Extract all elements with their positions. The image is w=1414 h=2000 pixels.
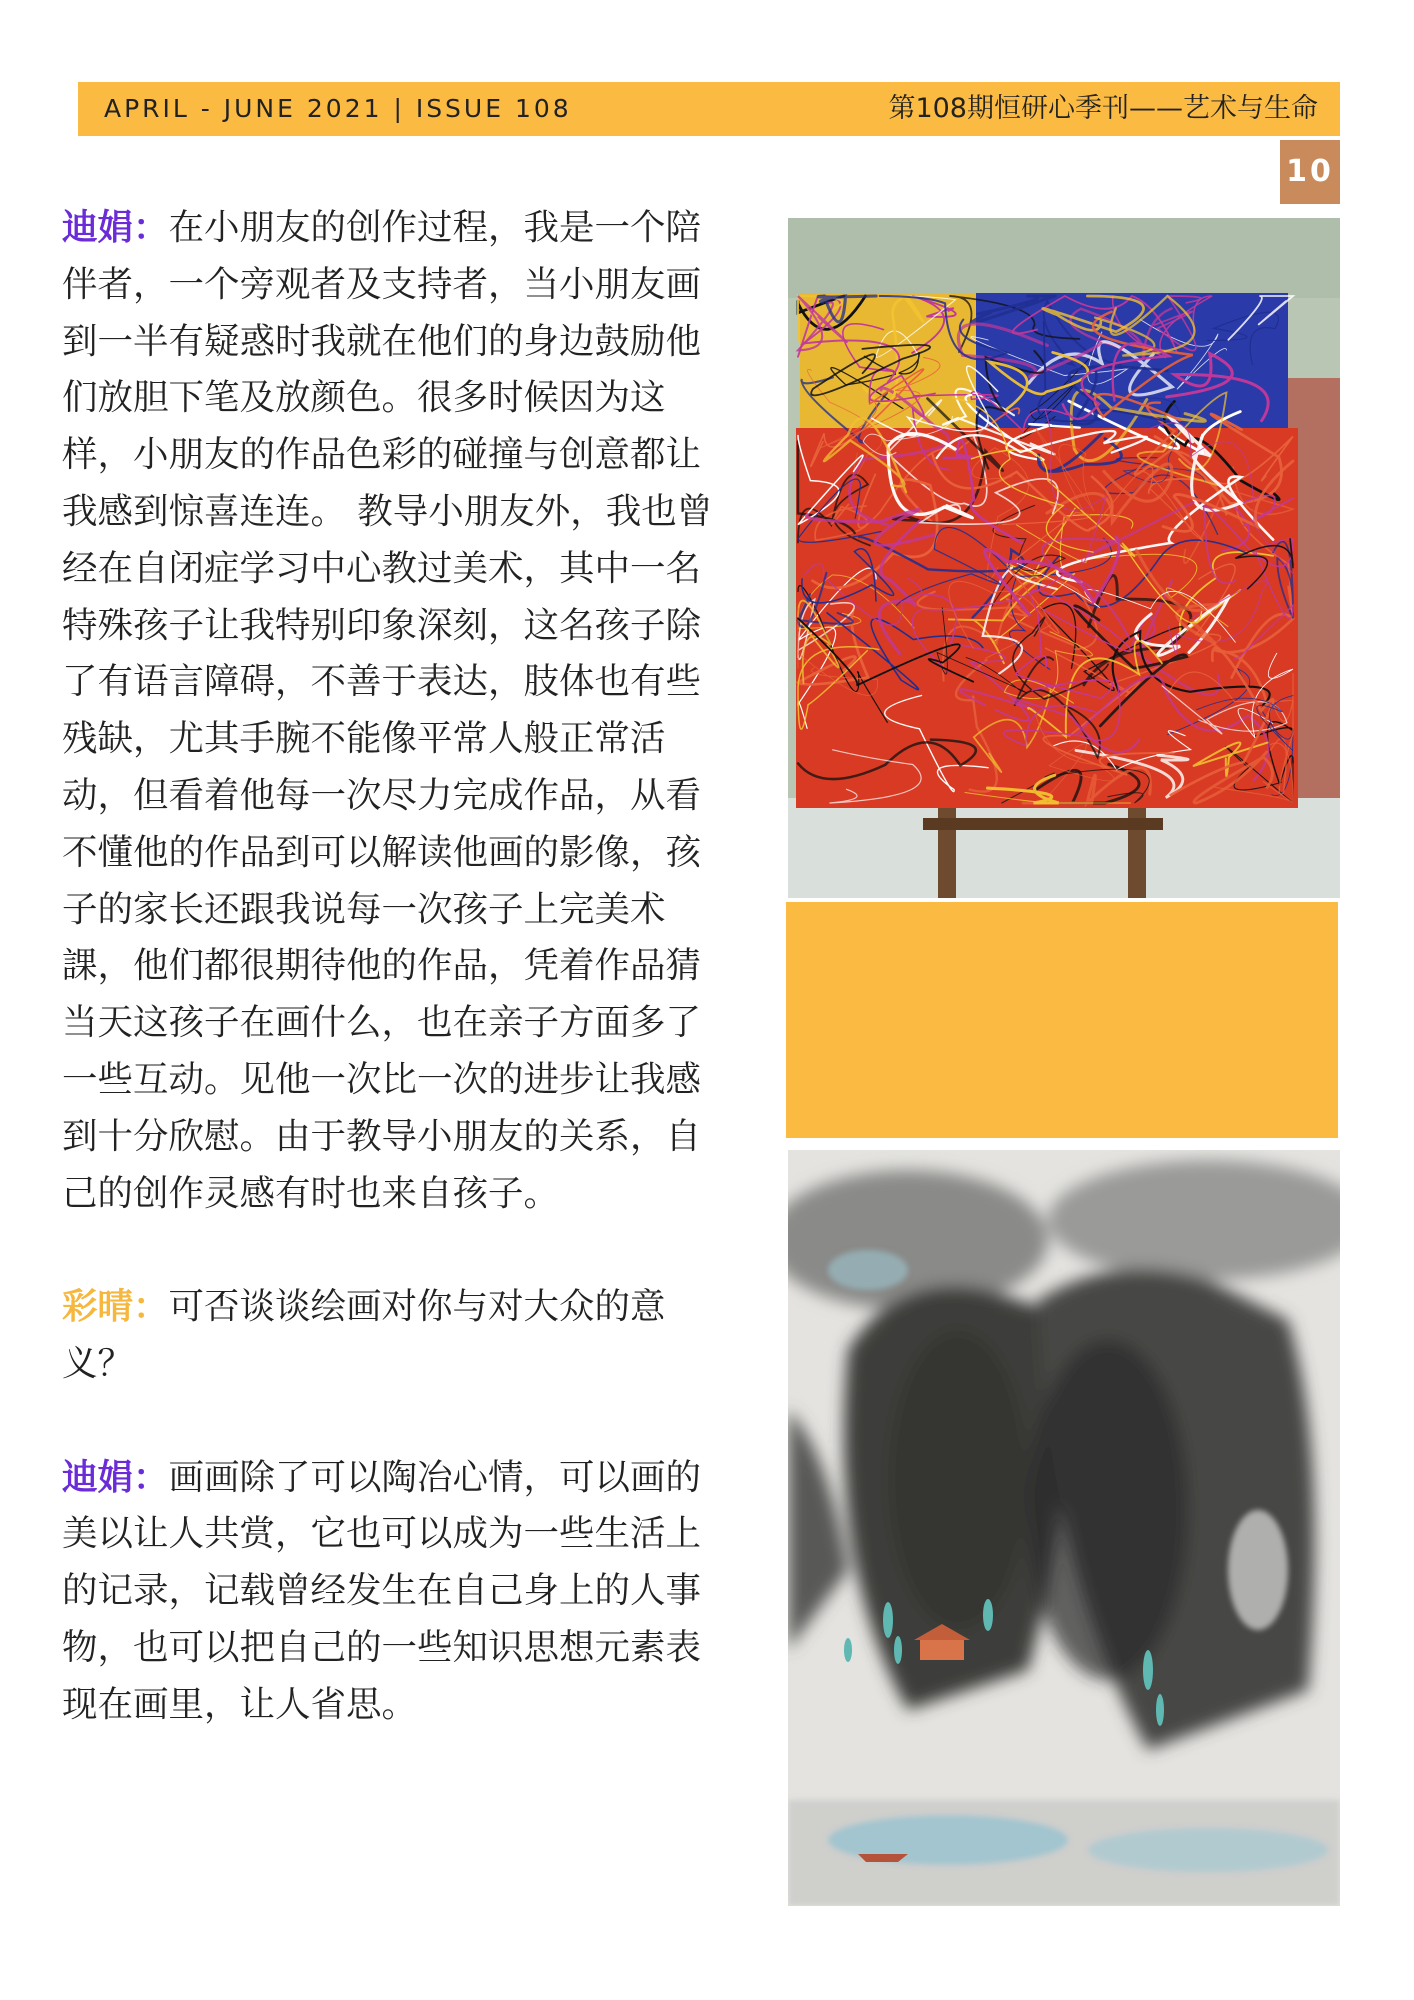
- interviewer-name: 彩晴：: [62, 1286, 169, 1328]
- interview-article: [62, 200, 722, 1734]
- header-bar: [78, 82, 1340, 136]
- speaker-name: 迪娟：: [62, 207, 169, 248]
- answer-text: 画画除了可以陶冶心情，可以画的美以让人共赏，它也可以成为一些生活上的记录，记载曾经发生在自己身上的人事物，也可以把自己的一些知识思想元素表现在画里，让人省思。: [62, 1456, 702, 1725]
- answer-paragraph-1: [62, 200, 722, 1222]
- answer-text: 在小朋友的创作过程，我是一个陪伴者，一个旁观者及支持者，当小朋友画到一半有疑惑时我就在他们的身边鼓励他们放胆下笔及放颜色。很多时候因为这样，小朋友的作品色彩的碰撞与创意都让我感到惊喜连连。 教导小朋友外，我也曾经在自闭症学习中心教过美术，其中一名特殊孩子让我特别印象深刻，这名孩子除了有语言障碍，不善于表达，肢体也有些残缺，尤其手腕不能像平常人般正常活动，但看着他每一次尽力完成作品，从看不懂他的作品到可以解读他画的影像，孩子的家长还跟我说每一次孩子上完美术課，他们都很期待他的作品，凭着作品猜当天这孩子在画什么，也在亲子方面多了一些互动。见他一次比一次的进步让我感到十分欣慰。由于教导小朋友的关系，自己的创作灵感有时也来自孩子。: [62, 207, 713, 1214]
- speaker-name: 迪娟：: [62, 1456, 169, 1498]
- question-paragraph: [62, 1279, 722, 1393]
- ink-landscape-photo: [788, 1150, 1340, 1906]
- ink-landscape-image: [788, 1150, 1340, 1906]
- page-number-badge: 10: [1280, 140, 1340, 204]
- drip-painting-photo: [788, 218, 1340, 898]
- answer-paragraph-2: [62, 1450, 722, 1734]
- decorative-orange-block: [786, 902, 1338, 1138]
- issue-date: APRIL - JUNE 2021 | ISSUE 108: [104, 94, 572, 123]
- question-text: 可否谈谈绘画对你与对大众的意义？: [62, 1286, 666, 1384]
- magazine-title: 第108期恒研心季刊——艺术与生命: [888, 93, 1318, 124]
- drip-painting-image: [788, 218, 1340, 898]
